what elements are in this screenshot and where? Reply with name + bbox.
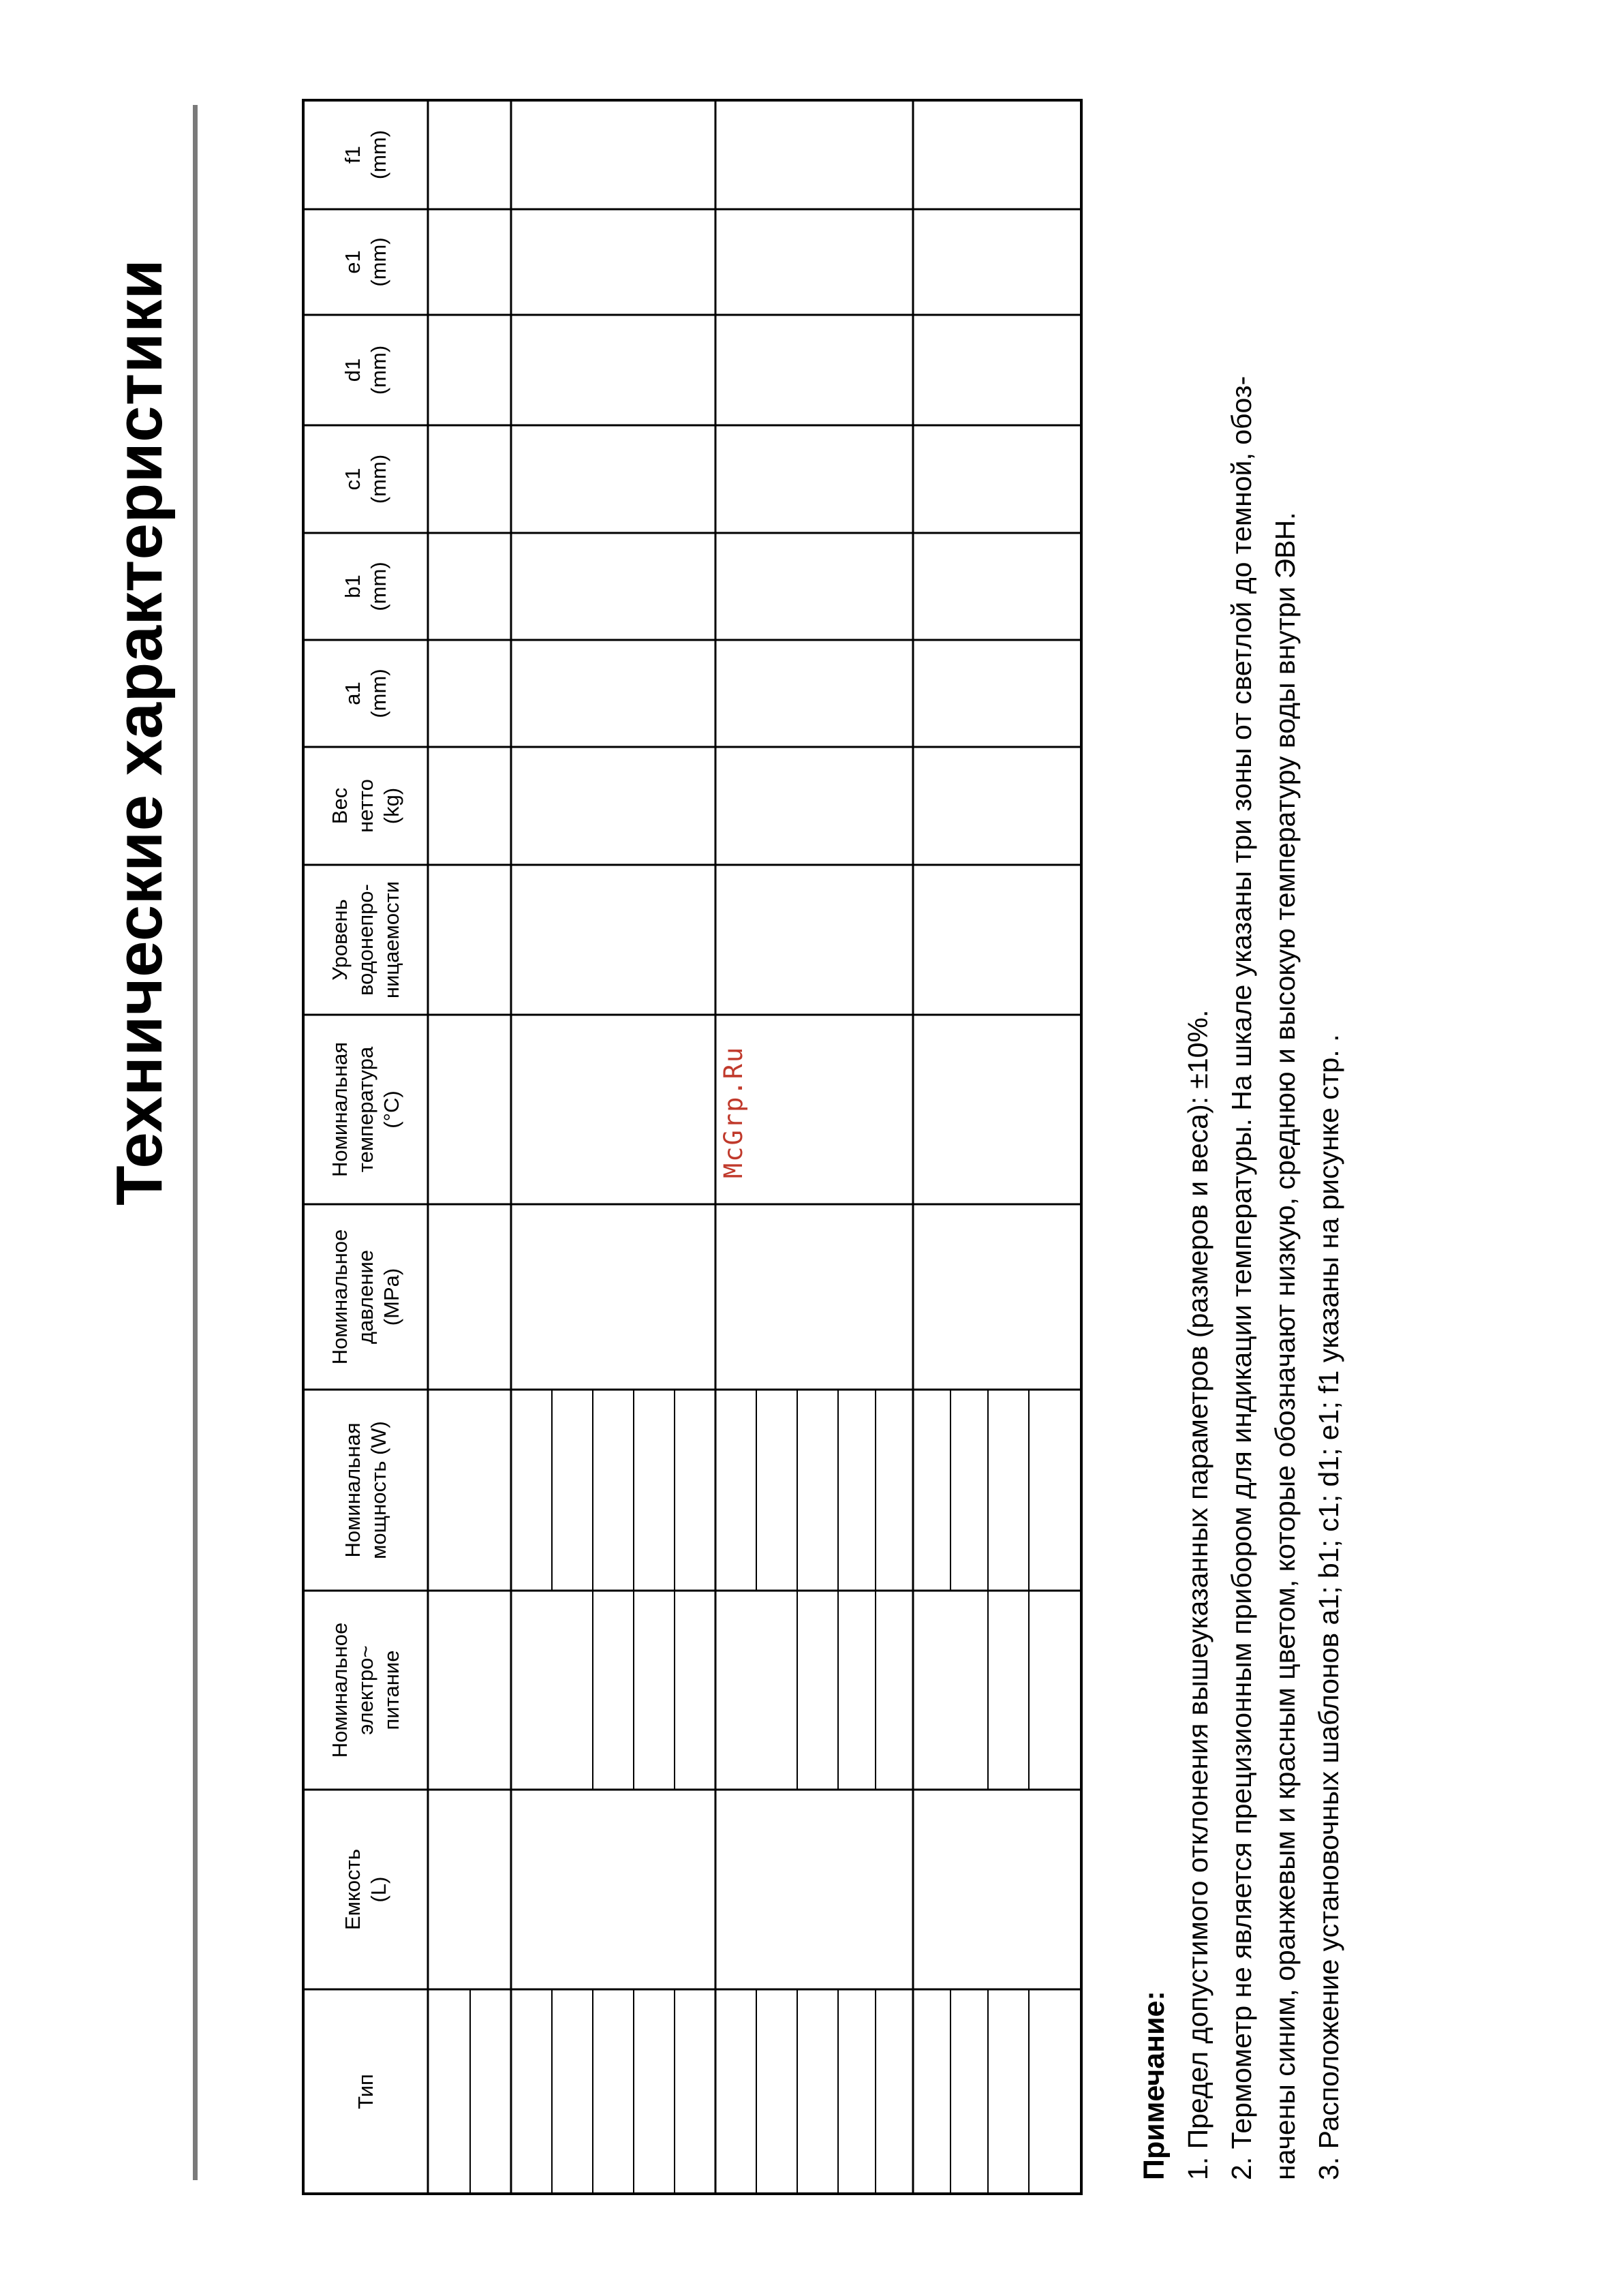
type-row-lines (470, 1989, 1029, 2194)
header-water-protection: Уровень водонепро- ницаемости (327, 881, 403, 999)
note-line: 2. Термометр не является прецизионным прибором для индикации температуры. На шкале указаны три зоны от светлой до темной, обоз- (1226, 376, 1257, 2180)
header-pressure: Номинальное давление (MPa) (327, 1229, 403, 1365)
header-net-weight: Вес нетто (kg) (327, 779, 403, 833)
header-b1: b1 (mm) (340, 562, 390, 611)
header-d1: d1 (mm) (340, 345, 390, 395)
header-power-supply: Номинальное электро~ питание (327, 1622, 403, 1758)
page-title: Технические характеристики (103, 258, 176, 1206)
header-temperature: Номинальная температура (°C) (327, 1042, 403, 1178)
header-power: Номинальная мощность (W) (340, 1421, 390, 1559)
header-c1: c1 (mm) (340, 454, 390, 504)
header-capacity: Емкость (L) (340, 1849, 390, 1930)
note-line: 1. Предел допустимого отклонения вышеуказанных параметров (размеров и веса): ±10%. (1182, 1009, 1214, 2180)
note-line: 3. Расположение установочных шаблонов a1; b1; c1; d1; e1; f1 указаны на рисунке стр. . (1313, 1034, 1344, 2180)
header-e1: e1 (mm) (340, 237, 390, 287)
supply-row-lines (593, 1591, 1029, 1790)
header-f1: f1 (mm) (340, 129, 390, 180)
watermark: McGrp.Ru (719, 1045, 748, 1178)
note-line: начены синим, оранжевым и красным цветом, которые обозначают низкую, среднюю и высокую температуру воды внутри ЭВН. (1269, 512, 1301, 2180)
header-type: Тип (353, 2074, 377, 2109)
notes-title: Примечание: (1138, 1991, 1171, 2180)
header-a1: a1 (mm) (340, 669, 390, 718)
power-row-lines (552, 1390, 1029, 1591)
